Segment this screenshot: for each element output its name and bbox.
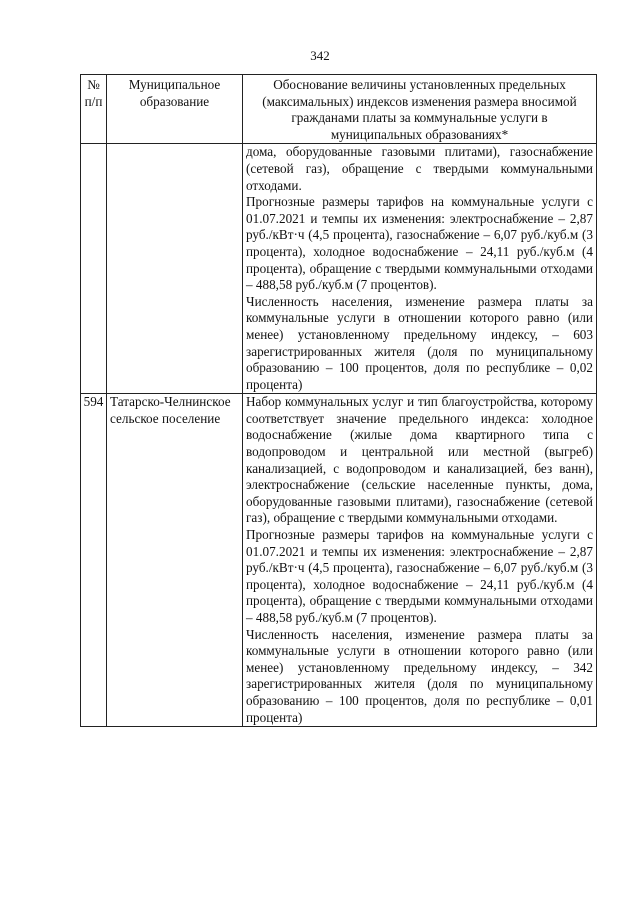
row-municipality: Татарско-Челнинское сельское поселение bbox=[107, 394, 243, 727]
header-justification: Обоснование величины установленных предельных (максимальных) индексов изменения размера вносимой гражданами платы за коммунальные услуги в муниципальных образованиях* bbox=[243, 75, 597, 144]
paragraph: Прогнозные размеры тарифов на коммунальные услуги с 01.07.2021 и темпы их изменения: электроснабжение – 2,87 руб./кВт·ч (4,5 процента), газоснабжение – 6,07 руб./куб.м (3 процента), холодное водоснабжение – 24,11 руб./куб.м (4 процента), обращение с твердыми коммунальными отходами – 488,58 руб./куб.м (7 процентов). bbox=[246, 527, 593, 625]
tariff-table bbox=[80, 74, 597, 727]
paragraph: Численность населения, изменение размера платы за коммунальные услуги в отношении которого равно (или менее) установленному предельному индексу, – 603 зарегистрированных жителя (доля по муниципальному образованию – 100 процентов, доля по республике – 0,02 процента) bbox=[246, 293, 593, 392]
header-municipality: Муниципальное образование bbox=[107, 75, 243, 144]
row-number bbox=[81, 144, 107, 394]
table-row bbox=[81, 394, 597, 727]
page-number: 342 bbox=[310, 48, 330, 63]
row-number: 594 bbox=[81, 394, 107, 727]
paragraph: Прогнозные размеры тарифов на коммунальные услуги с 01.07.2021 и темпы их изменения: электроснабжение – 2,87 руб./кВт·ч (4,5 процента), газоснабжение – 6,07 руб./куб.м (3 процента), холодное водоснабжение – 24,11 руб./куб.м (4 процента), обращение с твердыми коммунальными отходами – 488,58 руб./куб.м (7 процентов). bbox=[246, 194, 593, 293]
row-justification bbox=[243, 394, 597, 727]
table-header-row bbox=[81, 75, 597, 144]
row-justification bbox=[243, 144, 597, 394]
row-municipality bbox=[107, 144, 243, 394]
paragraph: Численность населения, изменение размера платы за коммунальные услуги в отношении которого равно (или менее) установленному предельному индексу, – 342 зарегистрированных жителя (доля по муниципальному образованию – 100 процентов, доля по республике – 0,01 процента) bbox=[246, 626, 593, 725]
paragraph: Набор коммунальных услуг и тип благоустройства, которому соответствует значение предельного индекса: холодное водоснабжение (жилые дома квартирного типа с водопроводом и центральной или местной (выгреб) канализацией, с водопроводом и канализацией, без ванн), электроснабжение (сельские населенные пункты, дома, оборудованные газовыми плитами), газоснабжение (сетевой газ), обращение с твердыми коммунальными отходами. bbox=[246, 394, 593, 526]
header-number: № п/п bbox=[81, 75, 107, 144]
paragraph: дома, оборудованные газовыми плитами), газоснабжение (сетевой газ), обращение с твердыми коммунальными отходами. bbox=[246, 144, 593, 193]
table-row bbox=[81, 144, 597, 394]
